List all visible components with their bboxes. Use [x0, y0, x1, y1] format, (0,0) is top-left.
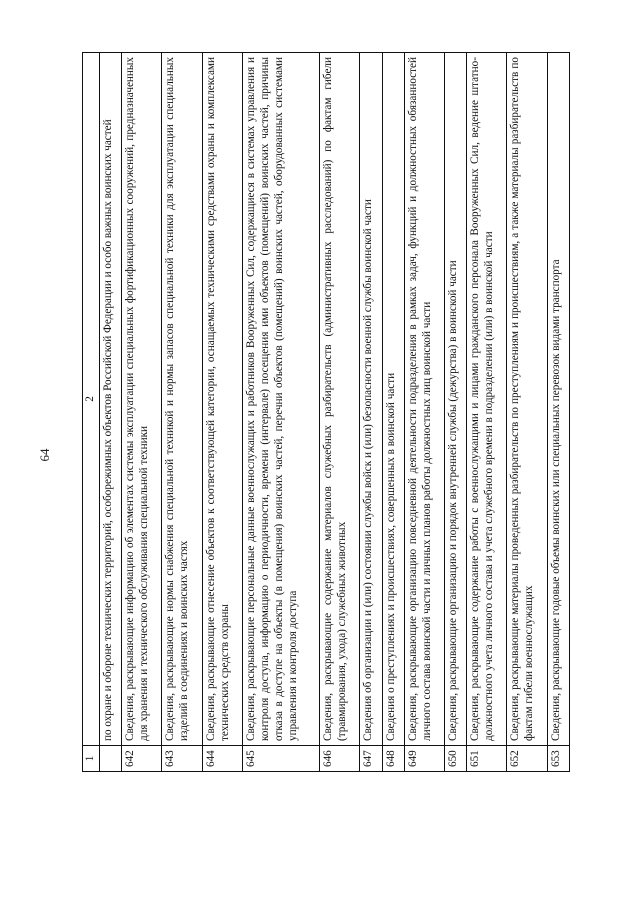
- table-row: [162, 53, 202, 772]
- row-number: 651: [467, 746, 507, 772]
- row-number: 652: [507, 746, 547, 772]
- row-text: Сведения, раскрывающие организацию повседневной деятельности подразделения в рамках задач, функций и должностных обязанностей личного состава воинской части и личных планов работы должностных лиц воинской части: [404, 53, 444, 746]
- row-number: 650: [444, 746, 466, 772]
- row-text: Сведения, раскрывающие организацию и порядок внутренней службы (дежурства) в воинской части: [444, 53, 466, 746]
- table-row: [404, 53, 444, 772]
- page-number: 64: [37, 448, 52, 462]
- row-text: Сведения об организации и (или) состоянии службы войск и (или) безопасности военной службы воинской части: [360, 53, 382, 746]
- row-number: 644: [202, 746, 242, 772]
- table-row: [202, 53, 242, 772]
- row-number: 653: [547, 746, 569, 772]
- row-number: 642: [122, 746, 162, 772]
- row-number: 647: [360, 746, 382, 772]
- table-row: [320, 53, 360, 772]
- row-number: 648: [382, 746, 404, 772]
- row-text: Сведения, раскрывающие содержание работы с военнослужащими и лицами гражданского персонала Вооруженных Сил, ведение штатно-должностного учета личного состава и учета служебного времени в подразделении (или) в воинской части: [467, 53, 507, 746]
- row-text: Сведения, раскрывающие нормы снабжения специальной техникой и нормы запасов специальной техники для эксплуатации специальных изделий в соединениях и воинских частях: [162, 53, 202, 746]
- table-row: [243, 53, 320, 772]
- records-table: [82, 52, 570, 772]
- header-col-2: 2: [83, 53, 100, 746]
- table-row: [100, 53, 122, 772]
- table-body: [100, 53, 570, 772]
- row-number: [100, 746, 122, 772]
- row-text: Сведения, раскрывающие отнесение объектов к соответствующей категории, оснащаемых техническими средствами охраны и комплексами технических средств охраны: [202, 53, 242, 746]
- rotated-table: [82, 52, 570, 772]
- header-col-1: 1: [83, 746, 100, 772]
- row-text: Сведения, раскрывающие информацию об элементах системы эксплуатации специальных фортификационных сооружений, предназначенных для хранения и технического обслуживания специальной техники: [122, 53, 162, 746]
- table-row: [122, 53, 162, 772]
- row-text: Сведения, раскрывающие годовые объемы воинских или специальных перевозок видами транспорта: [547, 53, 569, 746]
- row-text: Сведения о преступлениях и происшествиях, совершенных в воинской части: [382, 53, 404, 746]
- table-row: [382, 53, 404, 772]
- table-row: [547, 53, 569, 772]
- table-row: [444, 53, 466, 772]
- row-text: Сведения, раскрывающие персональные данные военнослужащих и работников Вооруженных Сил, содержащиеся в системах управления и контроля доступа, информацию о периодичности, времени (интервале) посещения ими объектов (помещений) воинских частей, причины отказа в доступе на объекты (в помещения) воинских частей, перечни объектов (помещений) воинских частей, оборудованных системами управления и контроля доступа: [243, 53, 320, 746]
- table-header-row: [83, 53, 100, 772]
- row-text: по охране и обороне технических территорий, особорежимных объектов Российской Федерации и особо важных воинских частей: [100, 53, 122, 746]
- row-number: 643: [162, 746, 202, 772]
- row-text: Сведения, раскрывающие содержание материалов служебных разбирательств (административных расследований) по фактам гибели (травмирования, ухода) служебных животных: [320, 53, 360, 746]
- row-number: 649: [404, 746, 444, 772]
- row-text: Сведения, раскрывающие материалы проведенных разбирательств по преступлениям и происшествиям, а также материалы разбирательств по фактам гибели военнослужащих: [507, 53, 547, 746]
- table-row: [507, 53, 547, 772]
- table-container: [82, 52, 570, 772]
- table-row: [467, 53, 507, 772]
- row-number: 645: [243, 746, 320, 772]
- row-number: 646: [320, 746, 360, 772]
- table-row: [360, 53, 382, 772]
